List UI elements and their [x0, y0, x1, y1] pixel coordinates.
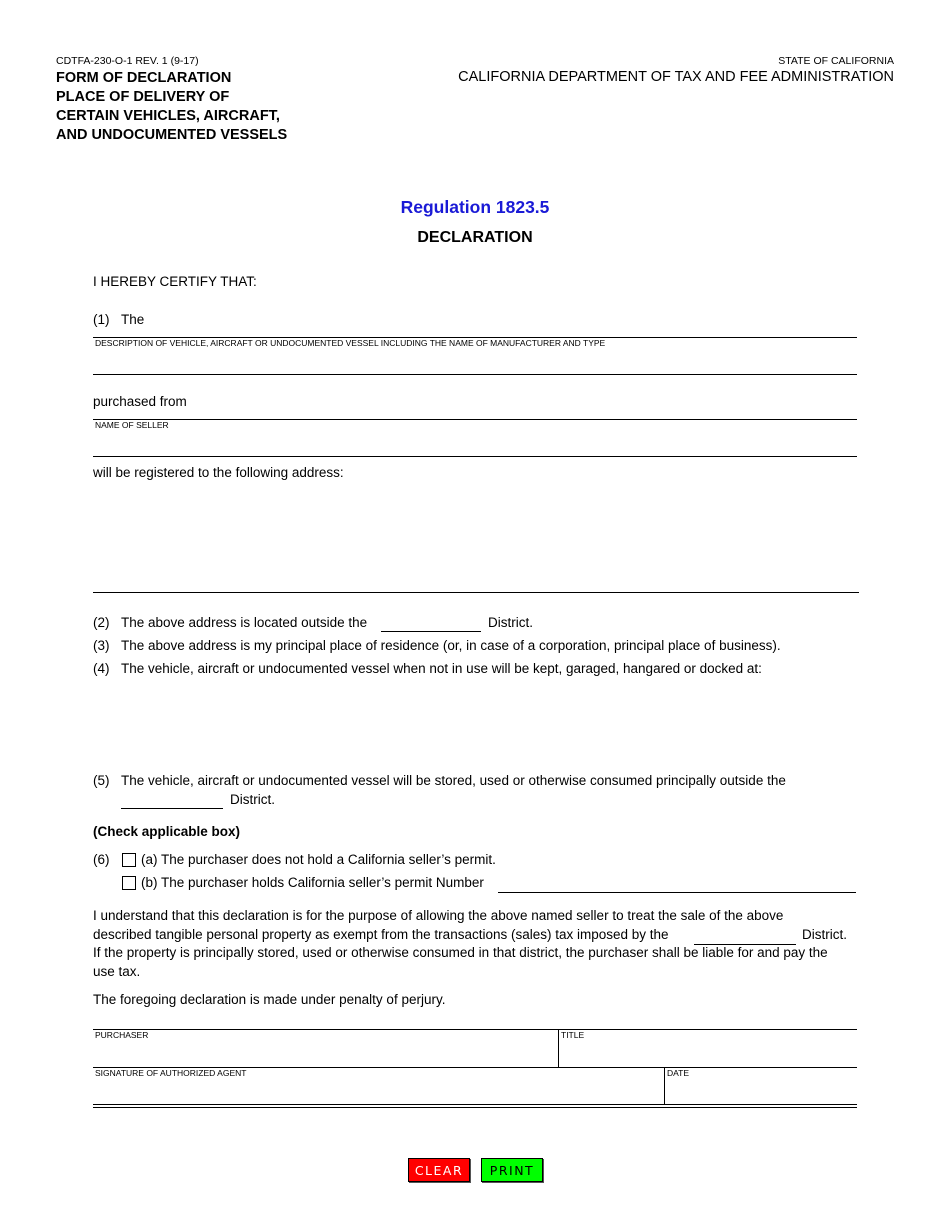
description-line-2 [93, 374, 857, 375]
registered-text: will be registered to the following address: [93, 465, 344, 480]
item5-number: (5) [93, 773, 110, 788]
understand-line-3: If the property is principally stored, used or otherwise consumed in that district, the purchaser shall be liable for and pay the [93, 945, 828, 960]
form-code: CDTFA-230-O-1 REV. 1 (9-17) [56, 55, 199, 67]
permit-number-input[interactable] [498, 872, 856, 891]
storage-location-input[interactable] [121, 682, 857, 762]
item5-text: The vehicle, aircraft or undocumented vessel will be stored, used or otherwise consumed principally outside the [121, 773, 786, 788]
seller-line-2 [93, 456, 857, 457]
address-line [93, 592, 859, 593]
item3-text: The above address is my principal place of residence (or, in case of a corporation, principal place of business). [121, 638, 781, 653]
understand-line-2: described tangible personal property as exempt from the transactions (sales) tax imposed by the [93, 927, 669, 942]
district-input-2[interactable] [381, 612, 481, 630]
understand-line-4: use tax. [93, 964, 141, 979]
form-title-line: PLACE OF DELIVERY OF [56, 89, 230, 105]
agent-label: SIGNATURE OF AUTHORIZED AGENT [95, 1068, 247, 1078]
item2-number: (2) [93, 615, 110, 630]
sig-bottom-line-1 [93, 1104, 857, 1105]
title-label: TITLE [561, 1030, 585, 1040]
purchaser-label: PURCHASER [95, 1030, 149, 1040]
description-label: DESCRIPTION OF VEHICLE, AIRCRAFT OR UNDOCUMENTED VESSEL INCLUDING THE NAME OF MANUFACTURER AND TYPE [95, 338, 606, 348]
item5-district: District. [230, 792, 275, 807]
item4-text: The vehicle, aircraft or undocumented vessel when not in use will be kept, garaged, hangared or docked at: [121, 661, 762, 676]
seller-input-line2[interactable] [93, 432, 857, 455]
understand-district: District. [802, 927, 847, 942]
date-label: DATE [667, 1068, 690, 1078]
declaration-title: DECLARATION [417, 229, 533, 246]
seller-name-input[interactable] [195, 394, 855, 418]
purchaser-input[interactable] [93, 1042, 556, 1066]
clear-button[interactable]: CLEAR [408, 1158, 470, 1182]
description-input-line2[interactable] [93, 350, 857, 373]
sig-bottom-line-2 [93, 1107, 857, 1108]
purchased-from-text: purchased from [93, 394, 187, 409]
item3-number: (3) [93, 638, 110, 653]
permit-number-line [498, 892, 856, 893]
form-title-line: AND UNDOCUMENTED VESSELS [56, 127, 288, 143]
seller-label: NAME OF SELLER [95, 420, 169, 430]
seller-line [93, 419, 857, 420]
perjury-text: The foregoing declaration is made under penalty of perjury. [93, 992, 446, 1007]
item4-number: (4) [93, 661, 110, 676]
sig-divider-1 [558, 1029, 559, 1067]
understand-line-1: I understand that this declaration is for the purpose of allowing the above named seller to treat the sale of the above [93, 908, 784, 923]
option-b-checkbox[interactable] [122, 876, 136, 890]
address-input[interactable] [93, 485, 857, 590]
print-button[interactable]: PRINT [481, 1158, 543, 1182]
option-b-text: (b) The purchaser holds California seller’s permit Number [141, 875, 484, 890]
form-title [56, 69, 356, 145]
description-input[interactable] [150, 312, 856, 336]
option-a-checkbox[interactable] [122, 853, 136, 867]
certify-text: I HEREBY CERTIFY THAT: [93, 274, 257, 289]
sig-top-line [93, 1029, 857, 1030]
option-a-text: (a) The purchaser does not hold a California seller’s permit. [141, 852, 496, 867]
sig-divider-2 [664, 1067, 665, 1104]
item6-number: (6) [93, 852, 110, 867]
item2-district: District. [488, 615, 533, 630]
date-input[interactable] [667, 1080, 856, 1102]
form-title-line: FORM OF DECLARATION [56, 70, 232, 86]
state-label: STATE OF CALIFORNIA [778, 55, 894, 67]
agent-signature-input[interactable] [93, 1080, 662, 1102]
district-line-2 [381, 631, 481, 632]
department-name: CALIFORNIA DEPARTMENT OF TAX AND FEE ADMINISTRATION [458, 69, 894, 85]
check-note: (Check applicable box) [93, 824, 241, 839]
item1-number: (1) [93, 312, 110, 327]
item2-text: The above address is located outside the [121, 615, 368, 630]
item1-text: The [121, 312, 145, 327]
regulation-link[interactable]: Regulation 1823.5 [400, 197, 550, 217]
district-input-5[interactable] [121, 790, 223, 808]
form-title-line: CERTAIN VEHICLES, AIRCRAFT, [56, 108, 280, 124]
title-input[interactable] [561, 1042, 856, 1066]
district-input-tax[interactable] [694, 925, 796, 943]
district-line-5 [121, 808, 223, 809]
